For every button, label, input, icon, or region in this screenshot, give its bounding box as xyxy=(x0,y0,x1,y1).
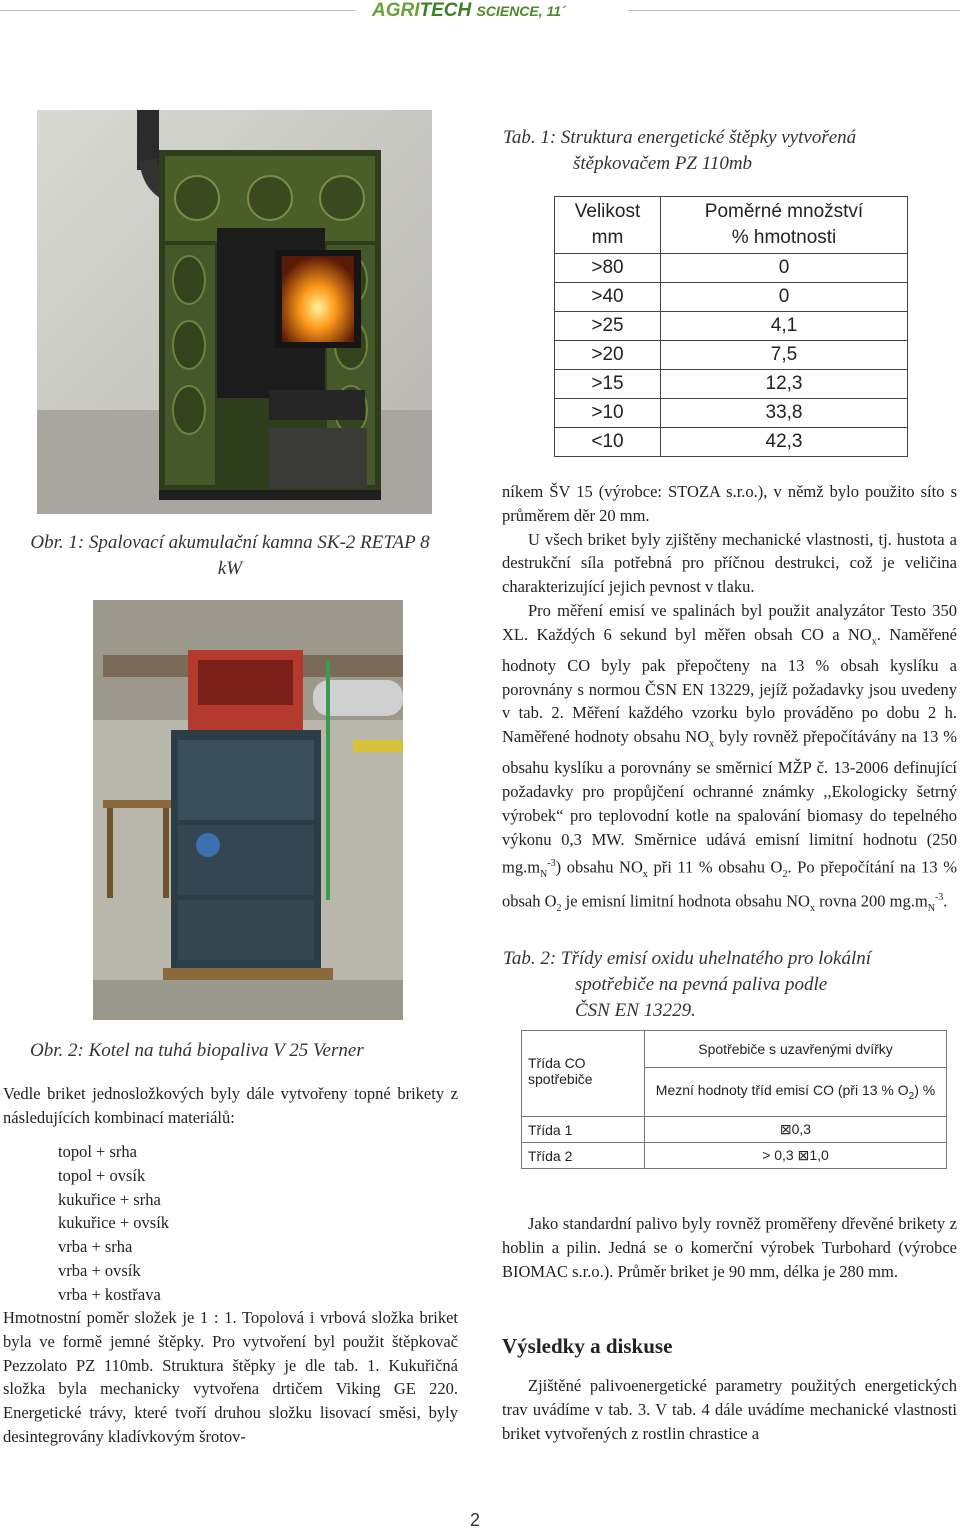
right-paragraph-5: Zjištěné palivoenergetické parametry použitých energetických trav uvádíme v tab. 3. V tab. 4 dále uvádíme mechanické vlastnosti briket vytvořených z rostlin chrastice a xyxy=(502,1376,957,1443)
composition-paragraph: Hmotnostní poměr složek je 1 : 1. Topolová i vrbová složka briket byla ve formě jemné štěpky. Pro vytvoření byl použit štěpkovač Pezzolato PZ 110mb. Struktura štěpky je dle tab. 1. Kukuřičná složka byla mechanicky vytvořena drtičem Viking GE 220. Energetické trávy, které tvoří druhou složku lisovací směsi, byly desintegrovány kladívkovým šrotov- xyxy=(3,1308,458,1446)
intro-paragraph: Vedle briket jednosložkových byly dále vytvořeny topné brikety z následujících kombinací materiálů: xyxy=(3,1084,458,1127)
section-heading: Výsledky a diskuse xyxy=(502,1334,673,1358)
left-paragraph xyxy=(3,1306,458,1449)
table2-doors-header: Spotřebiče s uzavřenými dvířky xyxy=(645,1031,947,1068)
stove-photo xyxy=(37,110,432,514)
boiler-photo xyxy=(93,600,403,1020)
list-item: kukuřice + srha xyxy=(58,1189,161,1209)
header-rule-right xyxy=(628,10,960,11)
table-row: Třída 1 ⊠0,3 xyxy=(522,1117,947,1143)
table-row: >40 0 xyxy=(555,283,908,312)
list-item: topol + srha xyxy=(58,1142,137,1161)
table-row: >20 7,5 xyxy=(555,341,908,370)
table-row: >80 0 xyxy=(555,254,908,283)
right-paragraph-5-block xyxy=(502,1374,957,1445)
list-item: vrba + srha xyxy=(58,1237,133,1257)
right-text-block xyxy=(502,480,957,921)
table-row: >10 33,8 xyxy=(555,399,908,428)
right-paragraph-4: Jako standardní palivo byly rovněž proměřeny dřevěné brikety z hoblin a pilin. Jedná se o komerční výrobek Turbohard (výrobce BIOMAC s.r.o.). Průměr briket je 90 mm, délka je 280 mm. xyxy=(502,1214,957,1281)
header-rest: SCIENCE, 11´ xyxy=(476,3,566,19)
figure1-caption xyxy=(30,530,430,582)
right-paragraph-4-block xyxy=(502,1212,957,1283)
brand-part1: AGRI xyxy=(372,0,420,21)
table2-class-header: Třída CO spotřebiče xyxy=(522,1031,645,1117)
table2-caption-line2: spotřebiče na pevná paliva podle xyxy=(575,974,828,995)
table2 xyxy=(521,1030,947,1169)
right-paragraph-3: Pro měření emisí ve spalinách byl použit analyzátor Testo 350 XL. Každých 6 sekund byl měřen obsah CO a $NO_x$. Naměřené hodnoty CO byly pak přepočteny na 13 % obsah kyslíku a porovnány s normou ČSN EN 13229, jejíž požadavky jsou uvedeny v tab. 2. Měření každého vzorku bylo prováděno po dobu 2 h. Naměřené hodnoty obsahu $NO_x$ byly rovněž přepočítávány na 13 % obsahu kyslíku a porovnány se směrnicí MŽP č. 13-2006 definující požadavky pro propůjčení ochranné známky ,,Ekologicky šetrný výrobek“ pro teplovodní kotle na spalování biomasy do tepelného výkonu 0,3 MW. Směrnice udává emisní limitní hodnotu (250 $mg.m_N^{-3}$) obsahu $NO_x$ při 11 % obsahu $O_2$. Po přepočítání na 13 % obsah $O_2$ je emisní limitní hodnota obsahu $NO_x$ rovna 200 $mg.m_N^{-3}$. xyxy=(502,600,958,914)
table2-caption-line3: ČSN EN 13229. xyxy=(575,1000,696,1021)
figure1-caption-text: Obr. 1: Spalovací akumulační kamna SK-2 RETAP 8 kW xyxy=(30,532,430,579)
table1-header-row xyxy=(555,197,908,254)
table1-header-size: Velikost mm xyxy=(555,197,661,254)
table-row: >25 4,1 xyxy=(555,312,908,341)
table2-limit-header: Mezní hodnoty tříd emisí CO (při 13 % $O_2$) % xyxy=(645,1068,947,1117)
table1-caption-text: Tab. 1: Struktura energetické štěpky vytvořená štěpkovačem PZ 110mb xyxy=(503,127,857,174)
right-paragraph-1: níkem ŠV 15 (výrobce: STOZA s.r.o.), v němž bylo použito síto s průměrem děr 20 mm. xyxy=(502,482,957,525)
table-row: Třída 2 > 0,3 ⊠1,0 xyxy=(522,1143,947,1169)
list-item: kukuřice + ovsík xyxy=(58,1213,170,1233)
table-row: <10 42,3 xyxy=(555,428,908,457)
left-intro xyxy=(3,1082,458,1130)
table1-caption xyxy=(503,125,953,177)
table-row: >15 12,3 xyxy=(555,370,908,399)
page-number: 2 xyxy=(470,1510,481,1530)
list-item: vrba + ovsík xyxy=(58,1260,141,1280)
table1 xyxy=(554,196,908,457)
figure2-caption-text: Obr. 2: Kotel na tuhá biopaliva V 25 Verner xyxy=(30,1040,364,1061)
table2-caption-line1: Tab. 2: Třídy emisí oxidu uhelnatého pro lokální xyxy=(503,948,872,969)
list-item: vrba + kostřava xyxy=(58,1284,161,1304)
list-item: topol + ovsík xyxy=(58,1165,146,1185)
brand-part2: TECH xyxy=(419,0,472,21)
table2-header-row xyxy=(522,1031,947,1068)
table2-caption xyxy=(503,946,958,1024)
material-list xyxy=(58,1140,358,1307)
journal-header xyxy=(372,0,566,24)
figure2-caption xyxy=(30,1038,450,1064)
header-rule-left xyxy=(0,10,355,11)
table1-header-share: Poměrné množství % hmotnosti xyxy=(661,197,908,254)
right-paragraph-2: U všech briket byly zjištěny mechanické vlastnosti, tj. hustota a destrukční síla potřebná pro příčnou destrukci, což je veličina charakterizující jejich pevnost v tlaku. xyxy=(502,529,957,597)
